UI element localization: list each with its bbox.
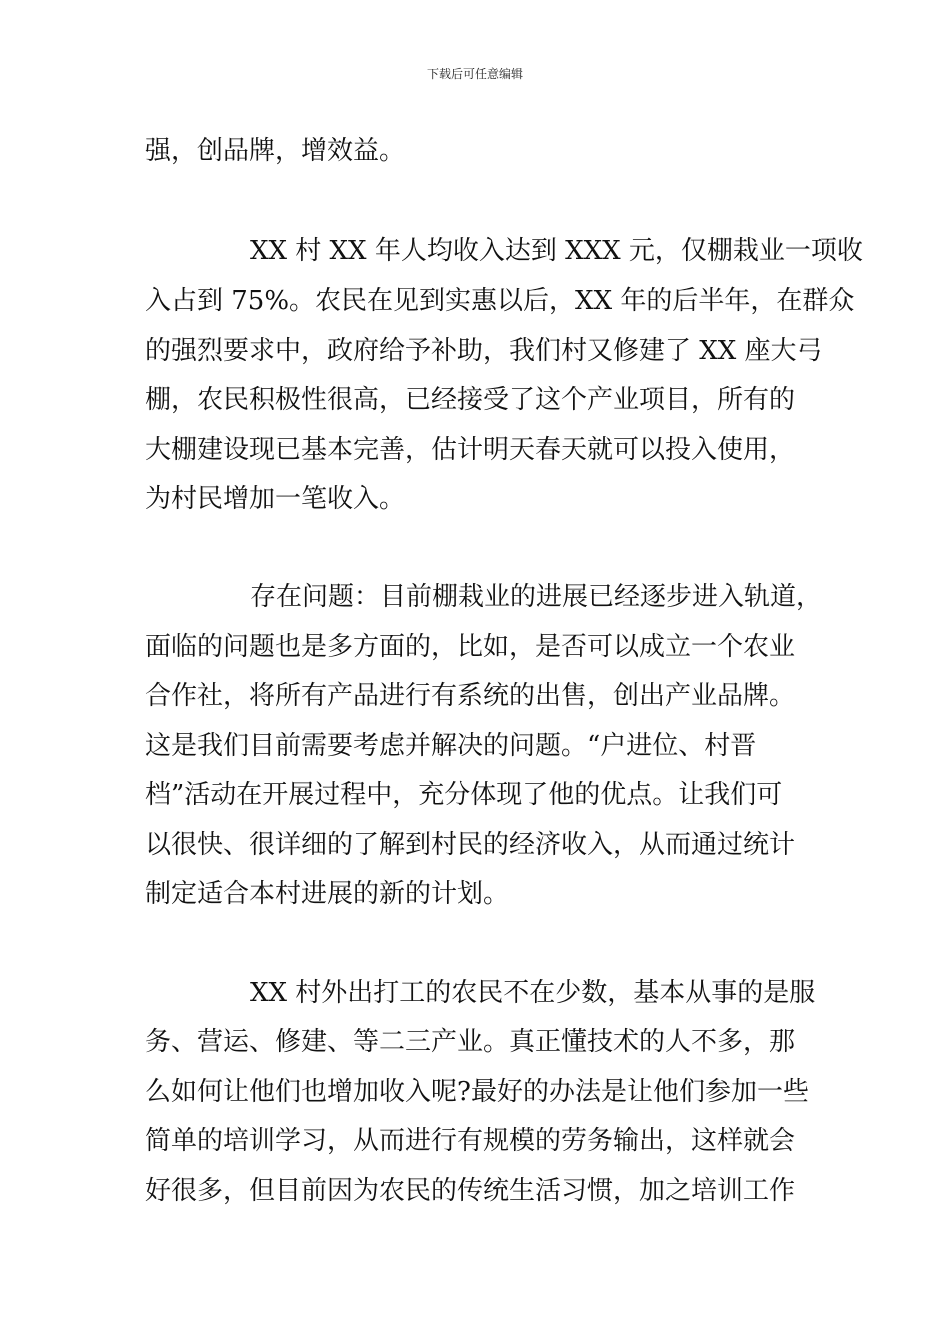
paragraph-line: XX 村 XX 年人均收入达到 XXX 元，仅棚栽业一项收 [250, 236, 863, 266]
paragraph-line: 的强烈要求中，政府给予补助，我们村又修建了 XX 座大弓 [145, 336, 823, 366]
paragraph-line: 这是我们目前需要考虑并解决的问题。“户进位、村晋 [145, 731, 757, 761]
paragraph-line: 入占到 75%。农民在见到实惠以后，XX 年的后半年，在群众 [145, 286, 855, 316]
paragraph-line: 以很快、很详细的了解到村民的经济收入，从而通过统计 [145, 830, 796, 860]
paragraph-line: 务、营运、修建、等二三产业。真正懂技术的人不多，那 [145, 1027, 796, 1057]
page-header: 下载后可任意编辑 [426, 67, 523, 81]
paragraph-line: 存在问题：目前棚栽业的进展已经逐步进入轨道， [250, 582, 823, 612]
paragraph-line: 么如何让他们也增加收入呢?最好的办法是让他们参加一些 [145, 1077, 809, 1107]
paragraph-line: 好很多，但目前因为农民的传统生活习惯，加之培训工作 [145, 1176, 796, 1206]
paragraph-line: 制定适合本村进展的新的计划。 [145, 879, 510, 909]
paragraph-line: 棚，农民积极性很高，已经接受了这个产业项目，所有的 [145, 385, 796, 415]
paragraph-line: 强，创品牌，增效益。 [145, 136, 406, 166]
paragraph-line: 档”活动在开展过程中，充分体现了他的优点。让我们可 [145, 780, 783, 810]
paragraph-line: 为村民增加一笔收入。 [145, 484, 406, 514]
paragraph-line: 面临的问题也是多方面的，比如，是否可以成立一个农业 [145, 632, 796, 662]
paragraph-line: 简单的培训学习，从而进行有规模的劳务输出，这样就会 [145, 1126, 796, 1156]
paragraph-line: 大棚建设现已基本完善，估计明天春天就可以投入使用， [145, 435, 796, 465]
paragraph-line: 合作社，将所有产品进行有系统的出售，创出产业品牌。 [145, 681, 796, 711]
paragraph-line: XX 村外出打工的农民不在少数，基本从事的是服 [250, 978, 816, 1008]
